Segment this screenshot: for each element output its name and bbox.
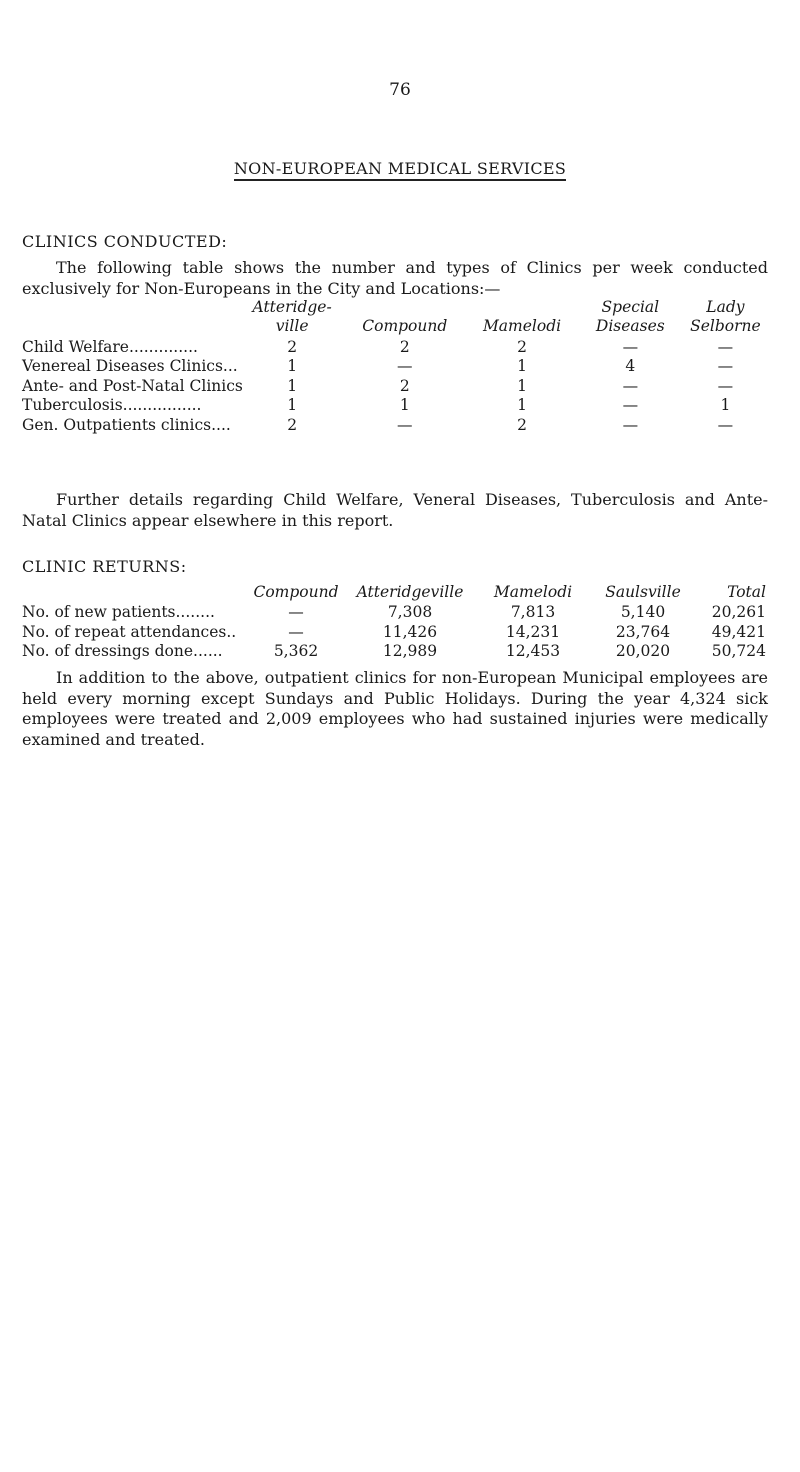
col-header-total: Total bbox=[727, 582, 766, 601]
further-details-paragraph: Further details regarding Child Welfare, Veneral Diseases, Tuberculosis and Ante-Natal Clinics appear elsewhere in this report. bbox=[22, 490, 768, 530]
cell-special: — bbox=[622, 337, 639, 356]
row-label: Tuberculosis................ bbox=[22, 396, 202, 414]
col-header-lady-selborne bbox=[685, 298, 766, 336]
cell-total: 20,261 bbox=[711, 603, 766, 621]
clinic-returns-table bbox=[22, 582, 766, 660]
clinic-returns-heading: CLINIC RETURNS: bbox=[22, 557, 187, 576]
cell-compound: — bbox=[288, 603, 304, 621]
cell-saulsville: 23,764 bbox=[615, 622, 671, 641]
cell-total: 50,724 bbox=[711, 642, 766, 660]
clinics-conducted-table bbox=[22, 298, 766, 434]
closing-paragraph: In addition to the above, outpatient clinics for non-European Municipal employees are held every morning except Sundays and Public Holidays. During the year 4,324 sick employees were treated and 2,009 employees who had sustained injuries were medically examined and treated. bbox=[22, 668, 768, 749]
col-header-lady-line1: Lady bbox=[706, 298, 745, 316]
cell-mamelodi: 14,231 bbox=[505, 622, 561, 641]
cell-mamelodi: 1 bbox=[517, 396, 527, 414]
cell-saulsville: 5,140 bbox=[620, 603, 666, 621]
cell-mamelodi: 2 bbox=[517, 337, 527, 356]
cell-special: — bbox=[622, 376, 639, 395]
table-row bbox=[22, 621, 766, 641]
table-row bbox=[22, 336, 766, 356]
col-header-special-line1: Special bbox=[601, 298, 660, 316]
cell-atteridgeville: 2 bbox=[287, 415, 298, 434]
cell-mamelodi: 2 bbox=[517, 415, 527, 434]
cell-saulsville: 20,020 bbox=[615, 642, 671, 660]
cell-lady-selborne: — bbox=[717, 376, 734, 395]
cell-atteridgeville: 7,308 bbox=[387, 603, 433, 621]
cell-atteridgeville: 1 bbox=[287, 396, 298, 414]
table-row bbox=[22, 375, 766, 395]
col-header-special-diseases bbox=[576, 298, 685, 336]
row-label: Ante- and Post-Natal Clinics bbox=[22, 376, 243, 395]
cell-atteridgeville: 12,989 bbox=[382, 642, 438, 660]
row-label: Child Welfare.............. bbox=[22, 337, 198, 356]
clinics-conducted-heading: CLINICS CONDUCTED: bbox=[22, 232, 228, 251]
cell-mamelodi: 12,453 bbox=[505, 642, 561, 660]
cell-lady-selborne: — bbox=[717, 415, 734, 434]
table-row bbox=[22, 395, 766, 415]
returns-header-row bbox=[22, 582, 766, 602]
page-title bbox=[0, 159, 800, 178]
col-header-lady-line2: Selborne bbox=[690, 317, 761, 335]
page-title-text: NON-EUROPEAN MEDICAL SERVICES bbox=[234, 159, 566, 181]
cell-compound: 2 bbox=[399, 376, 410, 395]
col-header-compound: Compound bbox=[362, 317, 448, 335]
cell-lady-selborne: — bbox=[717, 337, 734, 356]
table-row bbox=[22, 641, 766, 661]
clinics-header-row bbox=[22, 298, 766, 336]
cell-compound: 2 bbox=[399, 337, 410, 356]
cell-compound: — bbox=[397, 357, 413, 375]
cell-compound: — bbox=[288, 622, 304, 641]
cell-mamelodi: 7,813 bbox=[510, 603, 556, 621]
clinics-intro-paragraph: The following table shows the number and types of Clinics per week conducted exclusively for Non-Europeans in the City and Locations:— bbox=[22, 258, 768, 298]
cell-lady-selborne: — bbox=[717, 357, 734, 375]
col-header-compound: Compound bbox=[253, 582, 339, 601]
page-number: 76 bbox=[389, 80, 411, 100]
cell-compound: 5,362 bbox=[273, 642, 319, 660]
cell-special: — bbox=[622, 396, 639, 414]
row-label: No. of dressings done...... bbox=[22, 642, 223, 660]
row-label: Gen. Outpatients clinics.... bbox=[22, 415, 231, 434]
col-header-special-line2: Diseases bbox=[595, 317, 665, 335]
cell-total: 49,421 bbox=[711, 622, 766, 641]
cell-special: — bbox=[622, 415, 639, 434]
table-row bbox=[22, 602, 766, 622]
col-header-atteridgeville: Atteridgeville bbox=[356, 582, 464, 601]
cell-atteridgeville: 2 bbox=[287, 337, 298, 356]
cell-atteridgeville: 11,426 bbox=[382, 622, 438, 641]
cell-mamelodi: 1 bbox=[517, 357, 527, 375]
table-row bbox=[22, 414, 766, 434]
col-header-atteridgeville-line1: Atteridge- bbox=[252, 298, 332, 316]
row-label: Venereal Diseases Clinics... bbox=[22, 357, 238, 375]
cell-mamelodi: 1 bbox=[517, 376, 527, 395]
row-label: No. of new patients........ bbox=[22, 603, 215, 621]
col-header-mamelodi: Mamelodi bbox=[482, 317, 562, 335]
cell-atteridgeville: 1 bbox=[287, 376, 298, 395]
table-row bbox=[22, 356, 766, 376]
cell-compound: 1 bbox=[399, 396, 410, 414]
cell-compound: — bbox=[397, 415, 413, 434]
cell-lady-selborne: 1 bbox=[720, 396, 731, 414]
col-header-atteridgeville bbox=[243, 298, 342, 336]
col-header-saulsville: Saulsville bbox=[605, 582, 681, 601]
col-header-atteridgeville-line2: ville bbox=[275, 317, 309, 335]
col-header-mamelodi: Mamelodi bbox=[493, 582, 573, 601]
cell-special: 4 bbox=[625, 357, 636, 375]
cell-atteridgeville: 1 bbox=[287, 357, 298, 375]
row-label: No. of repeat attendances.. bbox=[22, 622, 237, 641]
